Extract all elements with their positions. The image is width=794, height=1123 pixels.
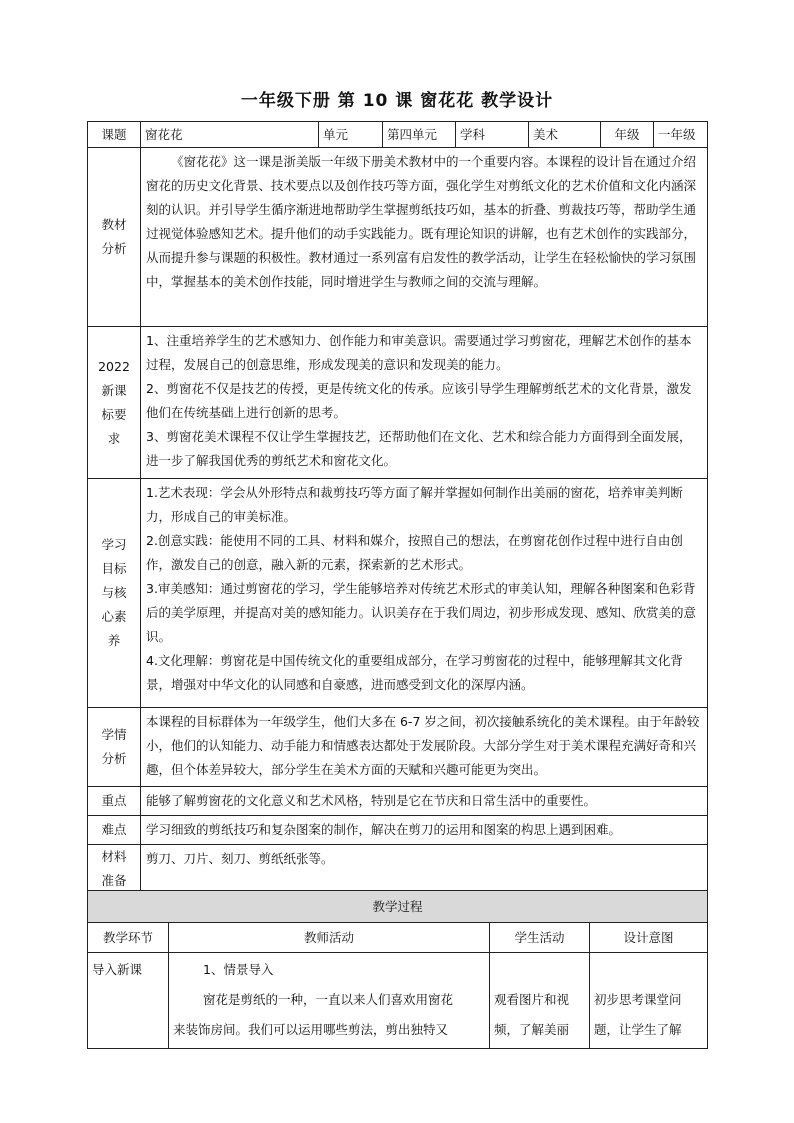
literacy-item: 1.艺术表现：学会从外形特点和裁剪技巧等方面了解并掌握如何制作出美丽的窗花，培养审美判断力，形成自己的审美标准。 <box>146 485 683 524</box>
difficulty-text: 学习细致的剪纸技巧和复杂图案的制作，解决在剪刀的运用和图案的构思上遇到困难。 <box>141 816 708 845</box>
key-text: 能够了解剪窗花的文化意义和艺术风格，特别是它在节庆和日常生活中的重要性。 <box>141 787 708 816</box>
lesson-info-table <box>87 121 708 894</box>
analysis-row <box>88 148 708 327</box>
difficulty-row <box>88 816 708 845</box>
standards-item: 1、注重培养学生的艺术感知力、创作能力和审美意识。需要通过学习剪窗花，理解艺术创作的基本过程，发展自己的创意思维，形成发现美的意识和发现美的能力。 <box>146 333 692 372</box>
student-activity-cell: 观看图片和视 频，了解美丽 <box>490 953 590 1049</box>
standards-item: 3、剪窗花美术课程不仅让学生掌握技艺，还帮助他们在文化、艺术和综合能力方面得到全面发展，进一步了解我国优秀的剪纸艺术和窗花文化。 <box>146 429 692 468</box>
standards-row <box>88 327 708 479</box>
key-row <box>88 787 708 816</box>
standards-item: 2、剪窗花不仅是技艺的传授，更是传统文化的传承。应该引导学生理解剪纸艺术的文化背景，激发他们在传统基础上进行创新的思考。 <box>146 381 692 420</box>
literacy-label: 学习 目标 与核 心素 养 <box>88 479 141 708</box>
subject-label: 学科 <box>456 122 529 148</box>
stage-cell: 导入新课 <box>88 953 169 1049</box>
process-row <box>88 953 708 1049</box>
column-header: 学生活动 <box>490 923 590 953</box>
literacy-item: 3.审美感知：通过剪窗花的学习，学生能够培养对传统艺术形式的审美认知，理解各种图案和色彩背后的美学原理，并提高对美的感知能力。认识美存在于我们周边，初步形成发现、感知、欣赏美的意识。 <box>146 581 697 644</box>
process-header: 教学过程 <box>88 891 708 923</box>
literacy-text <box>141 479 708 708</box>
topic-value: 窗花花 <box>141 122 319 148</box>
subject-value: 美术 <box>529 122 601 148</box>
analysis-text: 《窗花花》这一课是浙美版一年级下册美术教材中的一个重要内容。本课程的设计旨在通过介绍窗花的历史文化背景、技术要点以及创作技巧等方面，强化学生对剪纸文化的艺术价值和文化内涵深刻的认识。并引导学生循序渐进地帮助学生掌握剪纸技巧如，基本的折叠、剪裁技巧等，帮助学生通过视觉体验感知艺术。提升他们的动手实践能力。既有理论知识的讲解，也有艺术创作的实践部分，从而提升参与课题的积极性。教材通过一系列富有启发性的教学活动，让学生在轻松愉快的学习氛围中，掌握基本的美术创作技能，同时增进学生与教师之间的交流与理解。 <box>141 148 708 327</box>
materials-label: 材料 准备 <box>88 845 141 894</box>
unit-value: 第四单元 <box>383 122 456 148</box>
key-label: 重点 <box>88 787 141 816</box>
grade-label: 年级 <box>601 122 654 148</box>
standards-text <box>141 327 708 479</box>
topic-label: 课题 <box>88 122 141 148</box>
teacher-activity-cell: 1、情景导入 窗花是剪纸的一种，一直以来人们喜欢用窗花 来装饰房间。我们可以运用哪些剪法，剪出独特又 <box>169 953 490 1049</box>
process-columns-row <box>88 923 708 953</box>
process-header-row <box>88 891 708 923</box>
literacy-item: 2.创意实践：能使用不同的工具、材料和媒介，按照自己的想法，在剪窗花创作过程中进行自由创作，激发自己的创意，融入新的元素，探索新的艺术形式。 <box>146 533 683 572</box>
literacy-item: 4.文化理解：剪窗花是中国传统文化的重要组成部分，在学习剪窗花的过程中，能够理解其文化背景，增强对中华文化的认同感和自豪感，进而感受到文化的深厚内涵。 <box>146 653 683 692</box>
difficulty-label: 难点 <box>88 816 141 845</box>
process-table <box>87 890 708 1049</box>
learners-row <box>88 708 708 787</box>
materials-text: 剪刀、刀片、刻刀、剪纸纸张等。 <box>141 845 708 894</box>
page-title: 一年级下册 第 10 课 窗花花 教学设计 <box>240 91 554 111</box>
column-header: 设计意图 <box>590 923 708 953</box>
materials-row <box>88 845 708 894</box>
learners-label: 学情 分析 <box>88 708 141 787</box>
column-header: 教师活动 <box>169 923 490 953</box>
literacy-row <box>88 479 708 708</box>
analysis-label: 教材 分析 <box>88 148 141 327</box>
design-intent-cell: 初步思考课堂问 题，让学生了解 <box>590 953 708 1049</box>
standards-label: 2022 新课 标要 求 <box>88 327 141 479</box>
grade-value: 一年级 <box>654 122 708 148</box>
learners-text: 本课程的目标群体为一年级学生，他们大多在 6-7 岁之间，初次接触系统化的美术课程。由于年龄较小，他们的认知能力、动手能力和情感表达都处于发展阶段。大部分学生对于美术课程充满好奇和兴趣，但个体差异较大，部分学生在美术方面的天赋和兴趣可能更为突出。 <box>141 708 708 787</box>
column-header: 教学环节 <box>88 923 169 953</box>
meta-row <box>88 122 708 148</box>
unit-label: 单元 <box>319 122 383 148</box>
